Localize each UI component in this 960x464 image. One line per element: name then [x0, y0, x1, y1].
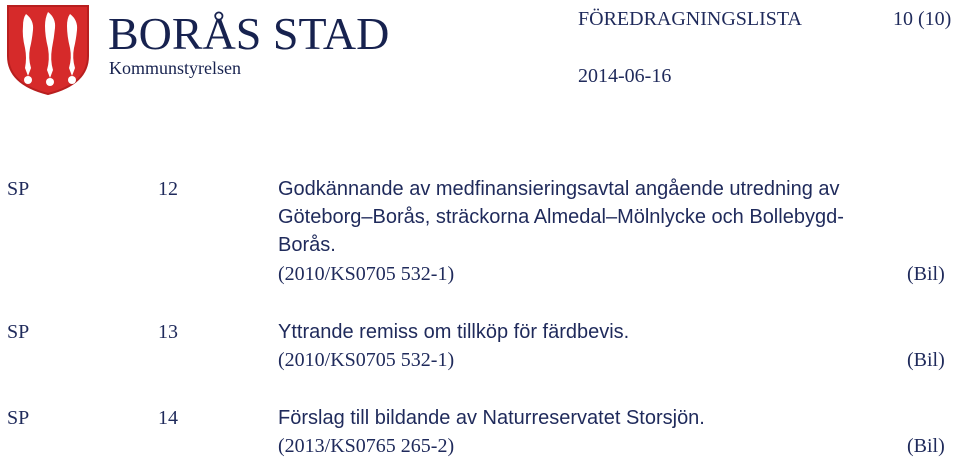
- item-code: SP: [7, 321, 30, 343]
- item-description-line: Förslag till bildande av Naturreservatet Storsjön.: [278, 407, 705, 429]
- page-number: 10 (10): [893, 8, 952, 30]
- coat-of-arms-shape: [6, 4, 90, 96]
- agenda-item: [0, 404, 960, 464]
- item-description: [278, 318, 938, 346]
- agenda-item: [0, 318, 960, 378]
- boras-coat-of-arms-icon: [6, 4, 90, 96]
- item-number: 12: [158, 178, 178, 200]
- item-code: SP: [7, 407, 30, 429]
- attachment-label: (Bil): [907, 435, 945, 457]
- item-reference: (2010/KS0705 532-1): [278, 349, 455, 371]
- item-code: SP: [7, 178, 30, 200]
- item-description-line: Yttrande remiss om tillköp för färdbevis.: [278, 321, 630, 343]
- attachment-label: (Bil): [907, 349, 945, 371]
- item-description-line: Göteborg–Borås, sträckorna Almedal–Mölnlycke och Bollebygd-: [278, 206, 844, 228]
- attachment-label: (Bil): [907, 263, 945, 285]
- item-reference: (2010/KS0705 532-1): [278, 263, 455, 285]
- organization-unit: Kommunstyrelsen: [109, 58, 241, 78]
- item-reference: (2013/KS0765 265-2): [278, 435, 455, 457]
- item-number: 13: [158, 321, 178, 343]
- item-number: 14: [158, 407, 178, 429]
- item-description: [278, 175, 938, 259]
- item-description-line: Godkännande av medfinansieringsavtal angående utredning av: [278, 178, 840, 200]
- item-description-line: Borås.: [278, 234, 336, 256]
- document-date: 2014-06-16: [578, 65, 672, 87]
- document-type: FÖREDRAGNINGSLISTA: [578, 8, 802, 30]
- organization-name: BORÅS STAD: [108, 8, 390, 59]
- item-description: [278, 404, 938, 432]
- agenda-item: [0, 175, 960, 295]
